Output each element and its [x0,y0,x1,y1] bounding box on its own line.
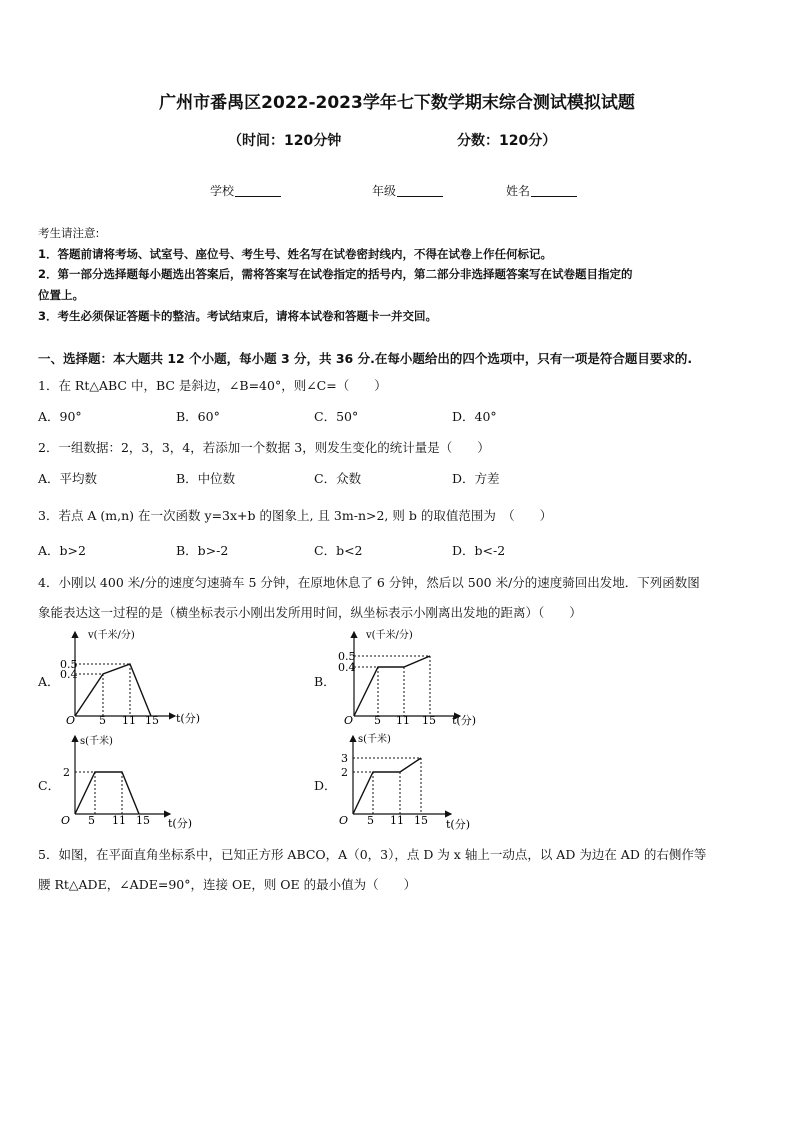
x-tick: 5 [88,814,95,827]
x-tick: 11 [112,814,126,827]
origin: O [61,814,71,827]
x-tick: 5 [374,714,381,727]
x-tick: 5 [367,814,374,827]
graph-line [75,772,139,814]
q2-option-a[interactable]: A．平均数 [38,471,98,486]
q3-option-d[interactable]: D．b<-2 [452,543,506,558]
exam-score: 分数：120分） [457,133,557,149]
y-tick: 2 [63,766,70,779]
x-tick: 15 [136,814,150,827]
q4-stem-line1: 4．小刚以 400 米/分的速度匀速骑车 5 分钟，在原地休息了 6 分钟，然后以 500 米/分的速度骑回出发地．下列函数图 [38,575,700,590]
y-tick: 0.4 [60,668,78,681]
q2-option-b[interactable]: B．中位数 [176,471,236,486]
y-tick: 2 [341,766,348,779]
name-label: 姓名 [506,184,531,198]
x-tick: 11 [396,714,410,727]
notice-item-2-cont: 位置上。 [38,288,84,302]
grade-field[interactable] [372,182,443,199]
y-label: s(千米) [358,734,391,745]
graph-line [75,664,151,716]
origin: O [66,714,76,726]
y-tick: 3 [341,752,348,765]
q4-graph-a[interactable] [60,626,220,726]
school-label: 学校 [210,184,235,198]
q2-option-d[interactable]: D．方差 [452,471,500,486]
q1-option-b[interactable]: B．60° [176,409,220,424]
q2-option-c[interactable]: C．众数 [314,471,362,486]
section-heading: 一、选择题：本大题共 12 个小题，每小题 3 分，共 36 分.在每小题给出的四个选项中，只有一项是符合题目要求的. [38,351,693,366]
q5-stem-line2: 腰 Rt△ADE，∠ADE=90°，连接 OE，则 OE 的最小值为（ ） [38,877,417,892]
q2-stem: 2．一组数据：2，3，3，4，若添加一个数据 3，则发生变化的统计量是（ ） [38,440,490,455]
grade-label: 年级 [372,184,397,198]
q4-option-b-label[interactable]: B． [314,674,336,689]
q3-option-a[interactable]: A．b>2 [38,543,86,558]
origin: O [344,714,354,727]
q5-stem-line1: 5．如图，在平面直角坐标系中，已知正方形 ABCO，A（0，3），点 D 为 x 轴上一动点，以 AD 为边在 AD 的右侧作等 [38,847,707,862]
y-label: v(千米/分) [366,630,413,641]
x-label: t(分) [446,818,471,831]
x-tick: 11 [390,814,404,827]
x-tick: 5 [99,714,106,726]
y-label: s(千米) [80,736,113,747]
q4-graph-d[interactable] [336,730,496,834]
q4-option-a-label[interactable]: A． [38,674,60,689]
q1-stem: 1．在 Rt△ABC 中，BC 是斜边，∠B=40°，则∠C=（ ） [38,378,387,393]
notice-item-2: 2．第一部分选择题每小题选出答案后，需将答案写在试卷指定的括号内，第二部分非选择题答案写在试卷题目指定的 [38,267,633,281]
school-blank[interactable] [235,184,281,197]
x-label: t(分) [176,712,201,725]
y-tick: 0.4 [338,661,356,674]
q1-option-a[interactable]: A．90° [38,409,82,424]
q1-option-d[interactable]: D．40° [452,409,497,424]
notice-item-1: 1．答题前请将考场、试室号、座位号、考生号、姓名写在试卷密封线内，不得在试卷上作任何标记。 [38,247,552,261]
y-tick: 0.5 [338,650,356,663]
graph-line [354,656,430,716]
grade-blank[interactable] [397,184,443,197]
x-tick: 15 [422,714,436,727]
x-label: t(分) [168,817,193,830]
name-field[interactable] [506,182,577,199]
q4-graph-b[interactable] [336,626,496,730]
q1-option-c[interactable]: C．50° [314,409,359,424]
x-tick: 15 [414,814,428,827]
notice-heading: 考生请注意: [38,226,100,240]
y-tick: 0.5 [60,658,78,671]
page-title: 广州市番禺区2022-2023学年七下数学期末综合测试模拟试题 [159,93,635,113]
y-label: v(千米/分) [88,630,135,641]
x-tick: 15 [145,714,159,726]
exam-time: （时间：120分钟 [228,133,342,149]
x-tick: 11 [122,714,136,726]
q4-stem-line2: 象能表达这一过程的是（横坐标表示小刚出发所用时间，纵坐标表示小刚离出发地的距离）（ ） [38,605,582,620]
graph-line [353,758,421,814]
school-field[interactable] [210,182,281,199]
q4-option-c-label[interactable]: C． [38,778,61,793]
q4-graph-c[interactable] [58,730,218,834]
x-label: t(分) [452,714,477,727]
q3-option-c[interactable]: C．b<2 [314,543,363,558]
q3-stem: 3．若点 A (m,n) 在一次函数 y=3x+b 的图象上, 且 3m-n>2, 则 b 的取值范围为 （ ） [38,508,553,523]
notice-item-3: 3．考生必须保证答题卡的整洁。考试结束后，请将本试卷和答题卡一并交回。 [38,309,437,323]
q3-option-b[interactable]: B．b>-2 [176,543,229,558]
origin: O [339,814,349,827]
q4-option-d-label[interactable]: D． [314,778,337,793]
name-blank[interactable] [531,184,577,197]
